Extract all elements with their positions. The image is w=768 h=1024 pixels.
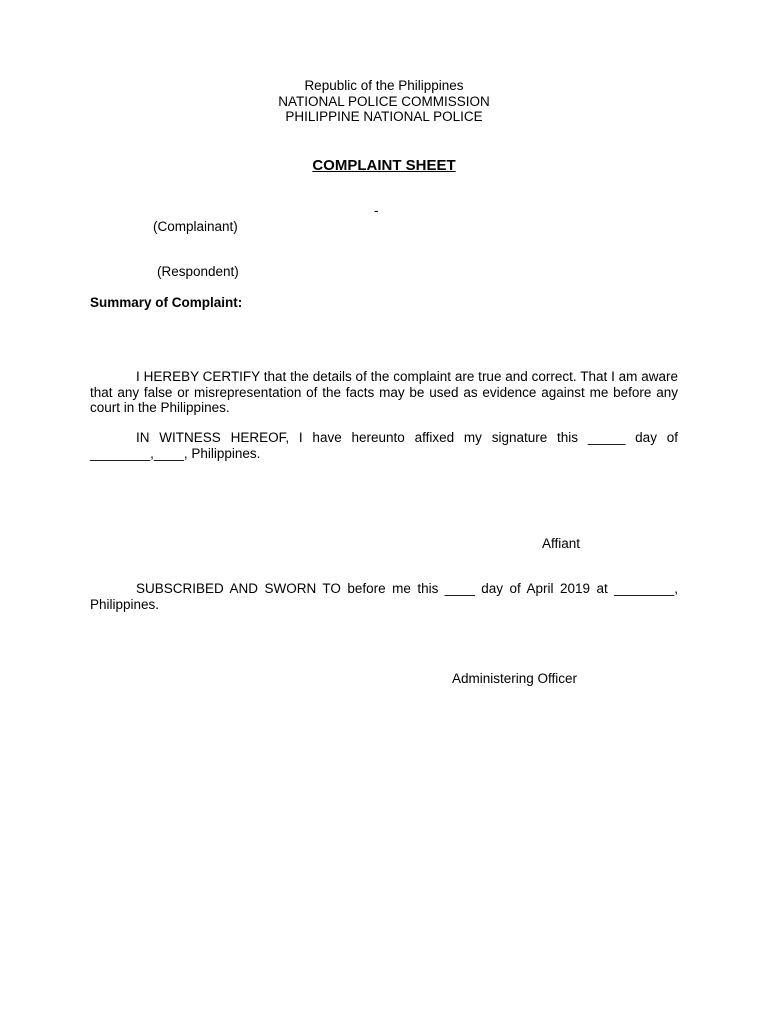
dash-mark: - <box>374 203 379 218</box>
complainant-label: (Complainant) <box>153 219 238 234</box>
page-title: COMPLAINT SHEET <box>312 157 456 174</box>
header-commission: NATIONAL POLICE COMMISSION <box>278 94 490 109</box>
sworn-paragraph <box>90 581 678 612</box>
affiant-label: Affiant <box>542 536 581 551</box>
witness-text: IN WITNESS HEREOF, I have hereunto affixed my signature this _____ day of ________,____, Philippines. <box>90 430 678 461</box>
respondent-label: (Respondent) <box>157 264 239 279</box>
certification-paragraph <box>90 369 678 416</box>
administering-officer-label: Administering Officer <box>452 671 578 686</box>
header-republic: Republic of the Philippines <box>304 78 464 93</box>
witness-paragraph <box>90 430 678 461</box>
certification-text: I HEREBY CERTIFY that the details of the complaint are true and correct. That I am aware that any false or misrepresentation of the facts may be used as evidence against me before any court in the Philippines. <box>90 369 678 415</box>
sworn-text: SUBSCRIBED AND SWORN TO before me this ____ day of April 2019 at ________, Philippines. <box>90 581 678 612</box>
summary-heading: Summary of Complaint: <box>90 295 243 310</box>
header-police: PHILIPPINE NATIONAL POLICE <box>285 109 483 124</box>
